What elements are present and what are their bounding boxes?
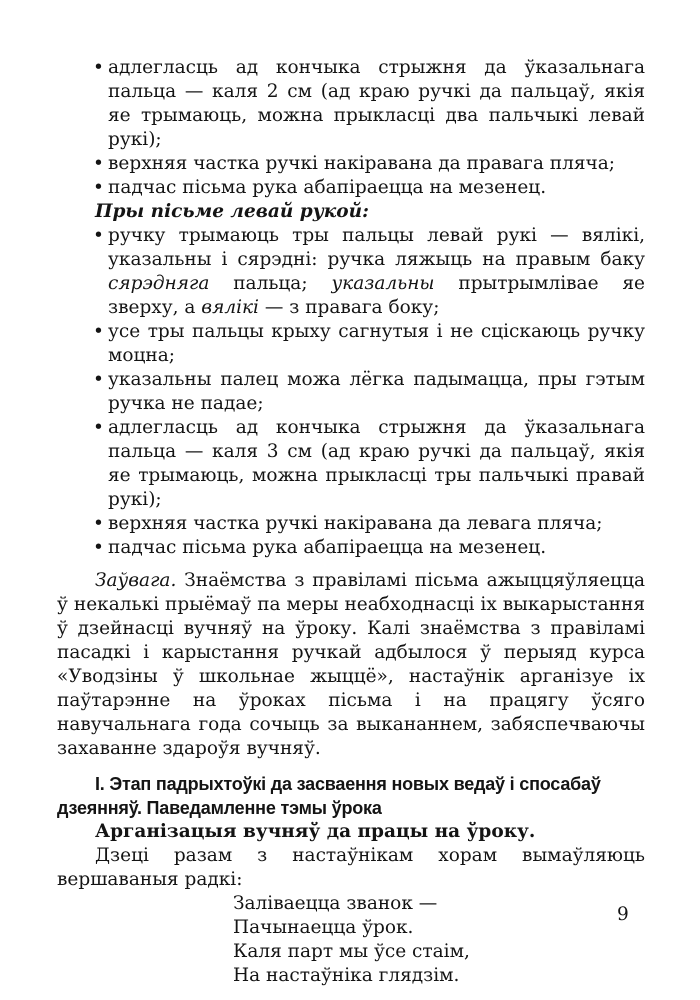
list-item xyxy=(93,512,645,536)
list-item-text: адлегласць ад кончыка стрыжня да ўказальнага пальца — каля 3 см (ад краю ручкі да пальцаў, якія яе трымаюць, можна прыкласці тры пальчыкі правай рукі); xyxy=(108,417,645,510)
verse-line: Заліваецца званок — xyxy=(233,893,438,914)
list-item-text: падчас пісьма рука абапіраецца на мезенец. xyxy=(108,537,547,558)
list-item xyxy=(93,176,645,200)
left-hand-subheading: Пры пісьме левай рукой: xyxy=(95,201,369,222)
note-paragraph: Заўвага. Знаёмства з правіламі пісьма ажыццяўляецца ў некалькі прыёмаў па меры неабходнасці іх выкарыстання ў дзейнасці вучняў на ўроку. Калі знаёмства з правіламі пасадкі і карыстання ручкай адбылося ў перыяд курса «Уводзіны ў школьнае жыццё», настаўнік арганізуе іх паўтарэнне на ўроках пісьма і на працягу ўсяго навучальнага года сочыць за выкананнем, забяспечваючы захаванне здароўя вучняў. xyxy=(57,570,645,759)
list-item xyxy=(93,320,645,368)
bullet-marker: • xyxy=(93,369,104,390)
organization-heading: Арганізацыя вучняў да працы на ўроку. xyxy=(95,821,536,842)
bullet-marker: • xyxy=(93,225,104,246)
bullet-marker: • xyxy=(93,57,104,78)
page-number: 9 xyxy=(617,904,629,925)
verse-line: Пачынаецца ўрок. xyxy=(233,917,414,938)
list-item xyxy=(93,536,645,560)
list-item xyxy=(93,368,645,416)
list-item-text: верхняя частка ручкі накіравана да левага пляча; xyxy=(108,513,603,534)
bullet-marker: • xyxy=(93,537,104,558)
list-item-text: усе тры пальцы крыху сагнутыя і не сціскаюць ручку моцна; xyxy=(108,321,645,366)
bullet-marker: • xyxy=(93,321,104,342)
list-item-text: верхняя частка ручкі накіравана да правага пляча; xyxy=(108,153,616,174)
bullet-marker: • xyxy=(93,513,104,534)
list-item-text: падчас пісьма рука абапіраецца на мезенец. xyxy=(108,177,547,198)
bullet-marker: • xyxy=(93,153,104,174)
verse-line: Каля парт мы ўсе стаім, xyxy=(233,941,470,962)
intro-paragraph: Дзеці разам з настаўнікам хорам вымаўляюць вершаваныя радкі: xyxy=(57,845,645,890)
list-item xyxy=(93,224,646,320)
list-item-text: ручку трымаюць тры пальцы левай рукі — вялікі, указальны і сярэдні: ручка ляжыць на правым баку сярэдняга пальца; указальны прытрымлівае яе зверху, а вялікі — з правага боку; xyxy=(108,225,646,318)
list-item-text: адлегласць ад кончыка стрыжня да ўказальнага пальца — каля 2 см (ад краю ручкі да пальцаў, якія яе трымаюць, можна прыкласці два пальчыкі левай рукі); xyxy=(108,57,645,150)
list-item xyxy=(93,56,645,152)
list-item xyxy=(93,416,645,512)
bullet-marker: • xyxy=(93,177,104,198)
list-item xyxy=(93,152,645,176)
verse-line: На настаўніка глядзім. xyxy=(233,965,460,986)
bullet-marker: • xyxy=(93,417,104,438)
stage-heading: I. Этап падрыхтоўкі да засваення новых ведаў і спосабаў дзеянняў. Паведамленне тэмы ўрока xyxy=(57,774,601,818)
list-item-text: указальны палец можа лёгка падымацца, пры гэтым ручка не падае; xyxy=(108,369,645,414)
right-hand-rules-list xyxy=(57,56,645,200)
verse-block xyxy=(233,892,645,988)
left-hand-rules-list xyxy=(57,224,645,560)
